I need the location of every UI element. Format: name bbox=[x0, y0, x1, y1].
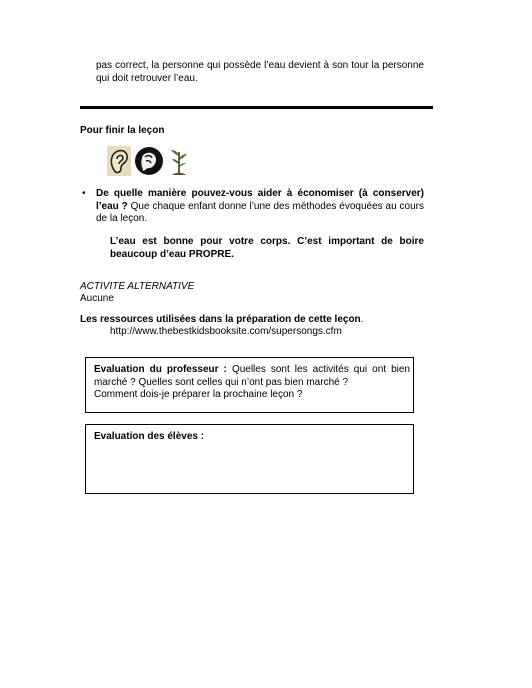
student-eval-box bbox=[85, 424, 414, 494]
teacher-eval-line2: Comment dois-je préparer la prochaine leçon ? bbox=[94, 389, 303, 400]
bullet-marker: • bbox=[82, 188, 86, 199]
alternative-heading: ACTIVITE ALTERNATIVE bbox=[80, 281, 195, 292]
intro-paragraph: pas correct, la personne qui possède l’eau devient à son tour la personne qui doit retrouver l’eau. bbox=[96, 60, 424, 84]
teacher-eval-box bbox=[85, 357, 414, 413]
teacher-eval-text bbox=[94, 364, 410, 389]
teacher-eval-label: Evaluation du professeur : bbox=[94, 364, 227, 375]
sprout-icon bbox=[167, 146, 191, 176]
ear-icon bbox=[107, 146, 131, 176]
thinking-head-icon bbox=[134, 146, 164, 176]
closing-question bbox=[96, 188, 424, 226]
resources-heading bbox=[80, 314, 363, 327]
closing-question-bold: De quelle manière pouvez-vous aider à économiser (à conserver) l’eau ? bbox=[96, 188, 424, 212]
resources-heading-suffix: . bbox=[360, 314, 364, 325]
key-message: L’eau est bonne pour votre corps. C’est important de boire beaucoup d’eau PROPRE. bbox=[110, 236, 424, 260]
resources-heading-text: Les ressources utilisées dans la préparation de cette leçon bbox=[80, 314, 361, 325]
closing-heading: Pour finir la leçon bbox=[80, 125, 165, 136]
student-eval-label: Evaluation des élèves : bbox=[94, 431, 205, 442]
teacher-eval-question: Quelles sont les activités qui ont bien marché ? Quelles sont celles qui n’ont pas bien marché ? bbox=[94, 364, 410, 388]
lesson-icons bbox=[107, 145, 189, 177]
closing-question-rest: Que chaque enfant donne l’une des méthodes évoquées au cours de la leçon. bbox=[96, 200, 424, 224]
alternative-value: Aucune bbox=[80, 293, 114, 304]
section-divider bbox=[80, 106, 433, 109]
resources-url: http://www.thebestkidsbooksite.com/supersongs.cfm bbox=[110, 326, 342, 337]
